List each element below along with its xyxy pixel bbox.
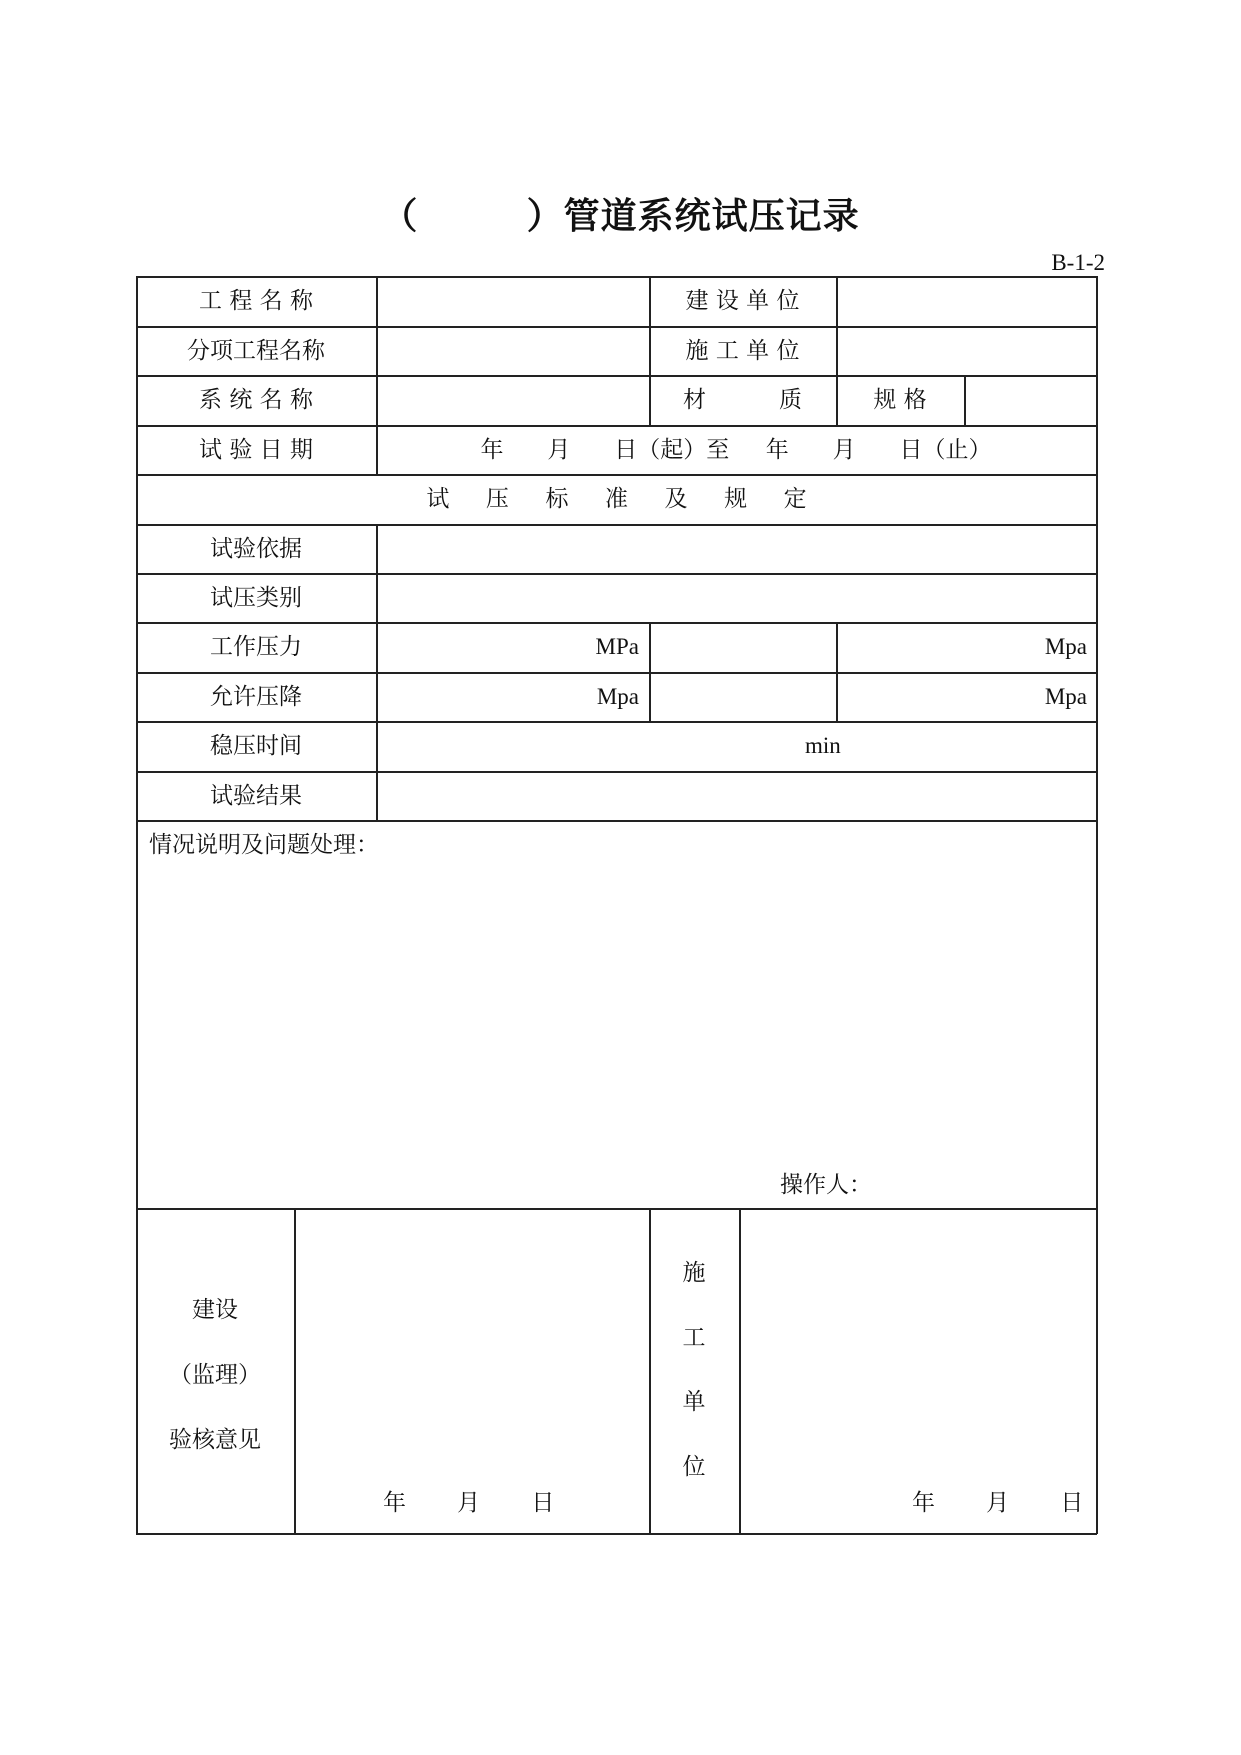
signoff-divider [739, 1208, 741, 1534]
material-label: 材 质 [682, 387, 803, 413]
contractor-date: 年 月 日 [912, 1490, 1084, 1516]
row-line [136, 326, 1097, 328]
row-line [136, 672, 1097, 674]
row-line [136, 771, 1097, 773]
working-pressure-label: 工作压力 [210, 634, 302, 660]
notes-label: 情况说明及问题处理： [149, 832, 379, 858]
standards-heading: 试 压 标 准 及 规 定 [426, 486, 807, 512]
allowable-drop-unit: Mpa [1044, 684, 1087, 709]
owner-review-date: 年 月 日 [383, 1490, 555, 1516]
contractor-label: 施 工 单 位 [685, 338, 800, 364]
outer-right-border [1096, 276, 1098, 1534]
signoff-divider [294, 1208, 296, 1534]
owner-review-label: 验核意见 [169, 1427, 261, 1453]
system-name-label: 系 统 名 称 [199, 387, 313, 413]
working-pressure-unit: Mpa [1044, 634, 1087, 659]
contractor-vertical-label: 单 [682, 1389, 706, 1415]
row-line [136, 276, 1097, 278]
project-name-label: 工 程 名 称 [199, 288, 313, 314]
row-line [136, 524, 1097, 526]
owner-review-label: 建设 [192, 1297, 238, 1323]
row-line [136, 474, 1097, 476]
working-pressure-unit: MPa [595, 634, 639, 659]
row-line [136, 1208, 1097, 1210]
operator-label: 操作人： [780, 1172, 872, 1198]
label-column-divider [376, 524, 378, 820]
allowable-drop-label: 允许压降 [210, 684, 302, 710]
column-divider [964, 375, 966, 425]
row-line [136, 622, 1097, 624]
test-date-value: 年 月 日（起）至 年 月 日（止） [480, 437, 992, 463]
signoff-divider [649, 1208, 651, 1534]
test-date-label: 试 验 日 期 [199, 437, 313, 463]
stabilizing-time-unit: min [805, 733, 841, 758]
allowable-drop-unit: Mpa [596, 684, 639, 709]
subproject-name-label: 分项工程名称 [187, 338, 325, 364]
test-category-label: 试压类别 [210, 585, 302, 611]
column-divider [649, 622, 651, 722]
form-code: B-1-2 [1051, 250, 1105, 275]
contractor-vertical-label: 位 [682, 1454, 706, 1480]
spec-label: 规 格 [873, 387, 927, 413]
construction-unit-label: 建 设 单 位 [685, 288, 800, 314]
row-line [136, 820, 1097, 822]
owner-review-label: （监理） [169, 1362, 261, 1388]
row-line [136, 375, 1097, 377]
row-line [136, 425, 1097, 427]
document-title: （ ）管道系统试压记录 [381, 196, 860, 237]
stabilizing-time-label: 稳压时间 [210, 733, 302, 759]
contractor-vertical-label: 工 [682, 1325, 706, 1351]
test-basis-label: 试验依据 [210, 536, 302, 562]
row-line [136, 721, 1097, 723]
contractor-vertical-label: 施 [682, 1260, 706, 1286]
test-result-label: 试验结果 [210, 783, 302, 809]
row-line [136, 1533, 1097, 1535]
row-line [136, 573, 1097, 575]
